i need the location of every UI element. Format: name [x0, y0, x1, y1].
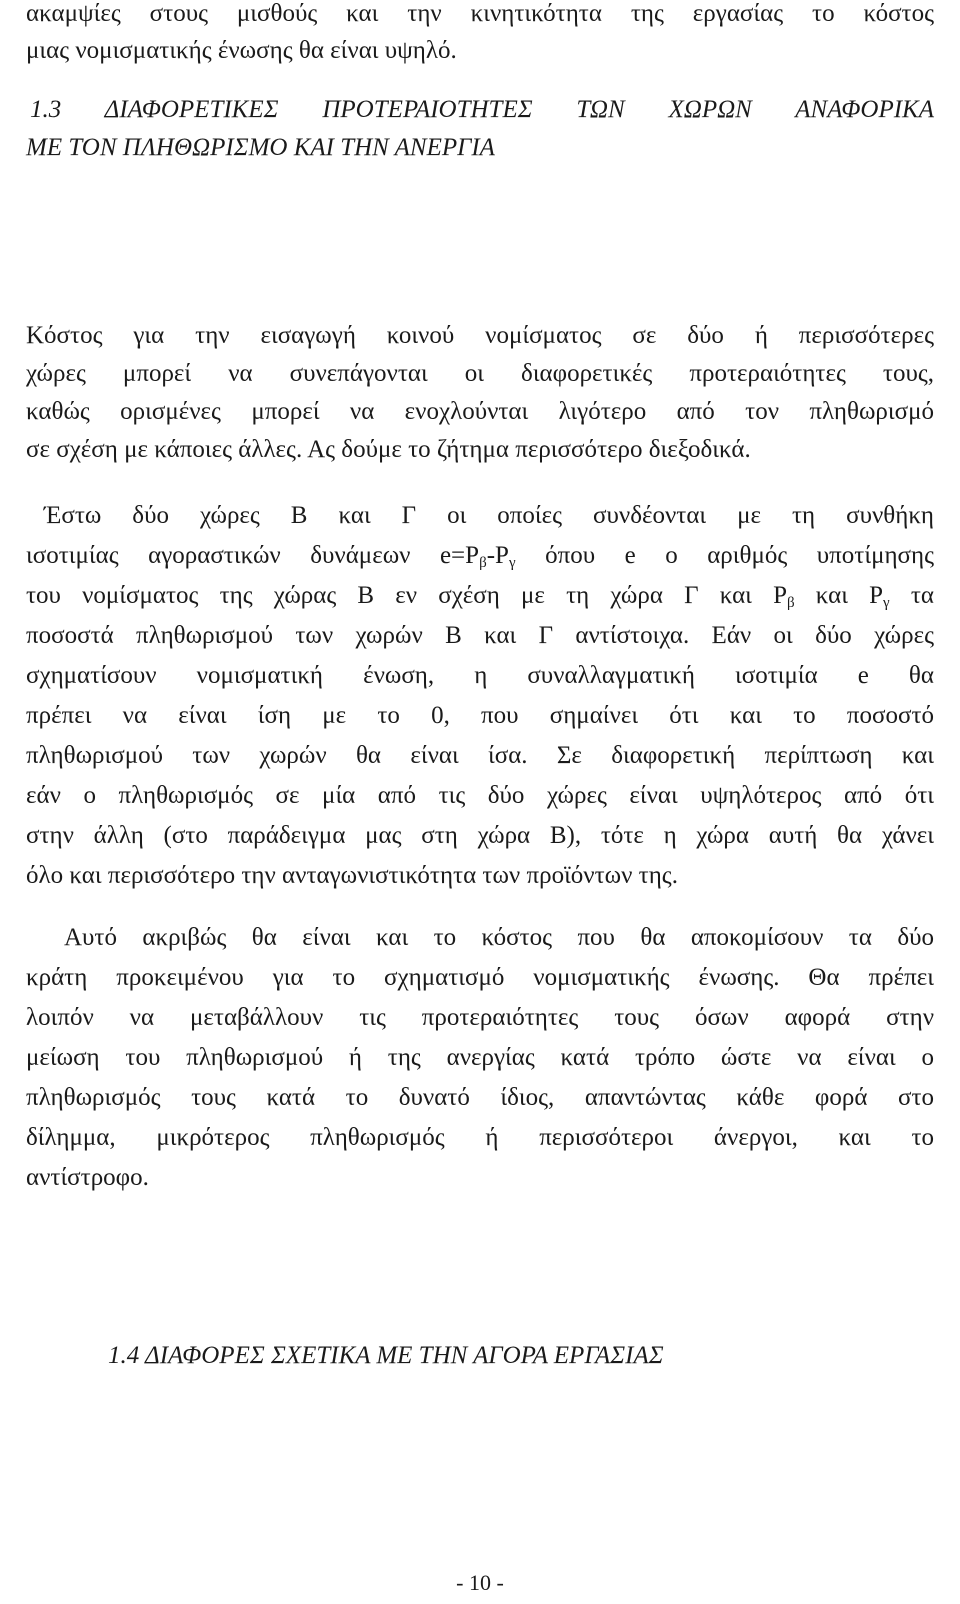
paragraph-line	[26, 538, 934, 574]
paragraph-line: μείωση του πληθωρισμού ή της ανεργίας κατά τρόπο ώστε να είναι ο	[26, 1044, 934, 1071]
paragraph-line: Έστω δύο χώρες Β και Γ οι οποίες συνδέονται με τη συνθήκη	[44, 502, 934, 529]
intro-line: ακαμψίες στους μισθούς και την κινητικότητα της εργασίας το κόστος	[26, 0, 934, 27]
text-run: και P	[794, 582, 884, 609]
subscript-beta: β	[479, 555, 487, 571]
paragraph-line: Αυτό ακριβώς θα είναι και το κόστος που θα αποκομίσουν τα δύο	[64, 924, 934, 951]
subscript-gamma: γ	[883, 595, 890, 611]
paragraph-line: όλο και περισσότερο την ανταγωνιστικότητα των προϊόντων της.	[26, 862, 678, 889]
subscript-gamma: γ	[508, 555, 516, 571]
section-heading: 1.4 ΔΙΑΦΟΡΕΣ ΣΧΕΤΙΚΑ ΜΕ ΤΗΝ ΑΓΟΡΑ ΕΡΓΑΣΙΑΣ	[108, 1342, 664, 1369]
paragraph-line: χώρες μπορεί να συνεπάγονται οι διαφορετικές προτεραιότητες τους,	[26, 360, 934, 387]
section-heading: ΜΕ ΤΟΝ ΠΛΗΘΩΡΙΣΜΟ ΚΑΙ ΤΗΝ ΑΝΕΡΓΙΑ	[26, 134, 495, 161]
paragraph-line: πρέπει να είναι ίση με το 0, που σημαίνει ότι και το ποσοστό	[26, 702, 934, 729]
paragraph-line: κράτη προκειμένου για το σχηματισμό νομισματικής ένωσης. Θα πρέπει	[26, 964, 934, 991]
paragraph-line: σε σχέση με κάποιες άλλες. Ας δούμε το ζήτημα περισσότερο διεξοδικά.	[26, 436, 751, 463]
paragraph-line: ποσοστά πληθωρισμού των χωρών Β και Γ αντίστοιχα. Εάν οι δύο χώρες	[26, 622, 934, 649]
paragraph-line: λοιπόν να μεταβάλλουν τις προτεραιότητες τους όσων αφορά στην	[26, 1004, 934, 1031]
subscript-beta: β	[786, 595, 795, 611]
text-run: ισοτιμίας αγοραστικών δυνάμεων e=P	[26, 542, 480, 569]
paragraph-line: στην άλλη (στο παράδειγμα μας στη χώρα Β), τότε η χώρα αυτή θα χάνει	[26, 822, 934, 849]
paragraph-line: πληθωρισμός τους κατά το δυνατό ίδιος, απαντώντας κάθε φορά στο	[26, 1084, 934, 1111]
intro-line: μιας νομισματικής ένωσης θα είναι υψηλό.	[26, 37, 457, 64]
text-run: -P	[486, 542, 509, 569]
paragraph-line: δίλημμα, μικρότερος πληθωρισμός ή περισσότεροι άνεργοι, και το	[26, 1124, 934, 1151]
paragraph-line: καθώς ορισμένες μπορεί να ενοχλούνται λιγότερο από τον πληθωρισμό	[26, 398, 934, 425]
paragraph-line: εάν ο πληθωρισμός σε μία από τις δύο χώρες είναι υψηλότερος από ότι	[26, 782, 934, 809]
section-heading: 1.3 ΔΙΑΦΟΡΕΤΙΚΕΣ ΠΡΟΤΕΡΑΙΟΤΗΤΕΣ ΤΩΝ ΧΩΡΩΝ ΑΝΑΦΟΡΙΚΑ	[30, 96, 934, 123]
paragraph-line	[26, 578, 934, 614]
text-run: του νομίσματος της χώρας Β εν σχέση με τη χώρα Γ και P	[26, 582, 787, 609]
text-run: τα	[889, 582, 934, 609]
page-number: - 10 -	[456, 1570, 504, 1595]
paragraph-line: σχηματίσουν νομισματική ένωση, η συναλλαγματική ισοτιμία e θα	[26, 662, 934, 689]
paragraph-line: Κόστος για την εισαγωγή κοινού νομίσματος σε δύο ή περισσότερες	[26, 322, 934, 349]
paragraph-line: πληθωρισμού των χωρών θα είναι ίσα. Σε διαφορετική περίπτωση και	[26, 742, 934, 769]
paragraph-line: αντίστροφο.	[26, 1164, 149, 1191]
text-run: όπου e ο αριθμός υποτίμησης	[515, 542, 935, 569]
